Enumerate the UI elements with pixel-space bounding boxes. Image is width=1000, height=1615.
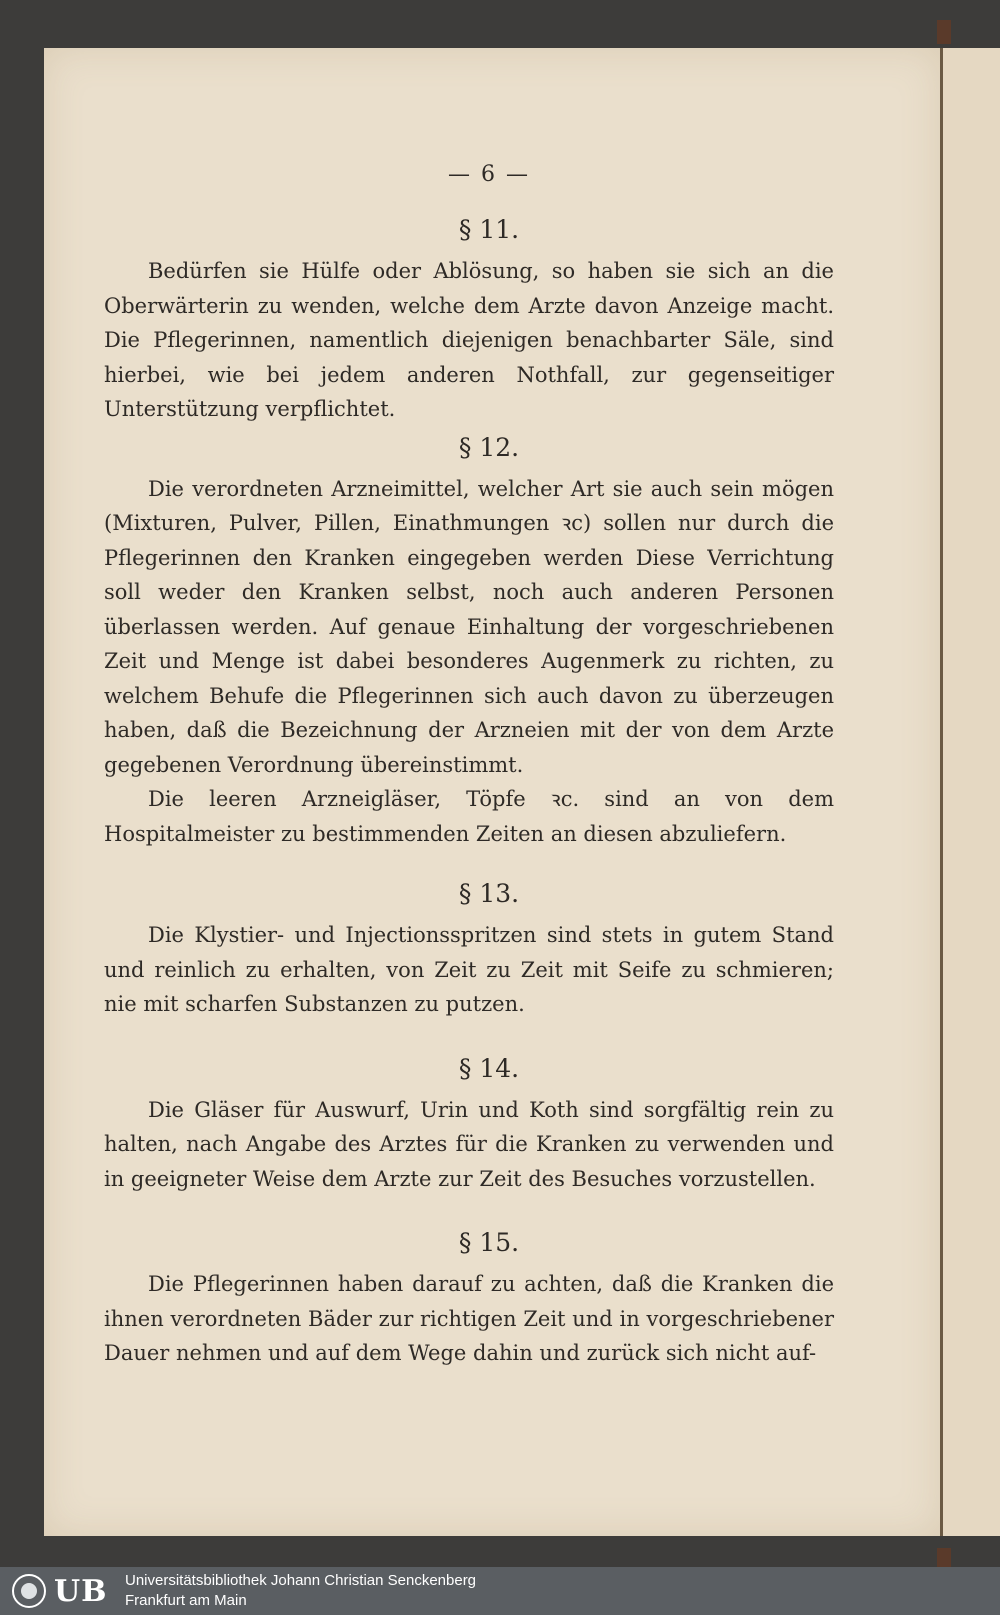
- binding-mark-top: [937, 20, 951, 44]
- library-name: [125, 1571, 476, 1611]
- section-heading-14: § 14.: [458, 1053, 520, 1083]
- section-11-paragraph: Bedürfen sie Hülfe oder Ablösung, so haben sie sich an die Oberwärterin zu wenden, welche dem Arzte davon Anzeige macht. Die Pflegerinnen, namentlich diejenigen benachbarter Säle, sind hierbei, wie bei jedem anderen Nothfall, zur gegenseitiger Unterstützung verpflichtet.: [104, 259, 834, 421]
- section-14-paragraph: Die Gläser für Auswurf, Urin und Koth sind sorgfältig rein zu halten, nach Angabe des Arztes für die Kranken zu verwenden und in geeigneter Weise dem Arzte zur Zeit des Besuches vorzustellen.: [104, 1097, 834, 1191]
- section-heading-11: § 11.: [458, 215, 520, 244]
- section-15-paragraph: Die Pflegerinnen haben darauf zu achten, daß die Kranken die ihnen verordneten Bäder zur richtigen Zeit und in vorgeschriebener Dauer nehmen und auf dem Wege dahin und zurück sich nicht auf-: [104, 1272, 834, 1365]
- library-footer-bar: [0, 1567, 1000, 1615]
- library-name-line-1: Universitätsbibliothek Johann Christian Senckenberg: [125, 1572, 477, 1589]
- page-text: [104, 150, 834, 1371]
- section-13-paragraph: Die Klystier- und Injectionsspritzen sind stets in gutem Stand und reinlich zu erhalten, von Zeit zu Zeit mit Seife zu schmieren; nie mit scharfen Substanzen zu putzen.: [104, 923, 834, 1016]
- ub-logo-text: UB: [54, 1573, 108, 1609]
- section-heading-13: § 13.: [458, 879, 520, 908]
- page-number: — 6 —: [448, 162, 530, 187]
- seal-icon: [12, 1574, 46, 1608]
- library-name-line-2: Frankfurt am Main: [125, 1592, 247, 1609]
- ub-logo[interactable]: [12, 1573, 112, 1609]
- section-12-paragraph-1: Die verordneten Arzneimittel, welcher Art sie auch sein mögen (Mixturen, Pulver, Pillen, Einathmungen ꝛc) sollen nur durch die Pflegerinnen den Kranken eingegeben werden Diese Verrichtung soll weder den Kranken selbst, noch auch anderen Personen überlassen werden. Auf genaue Einhaltung der vorgeschriebenen Zeit und Menge ist dabei besonderes Augenmerk zu richten, zu welchem Behufe die Pflegerinnen sich auch davon zu überzeugen haben, daß die Bezeichnung der Arzneien mit der von dem Arzte gegebenen Verordnung übereinstimmt.: [104, 476, 834, 777]
- section-heading-12: § 12.: [458, 432, 520, 462]
- section-heading-15: § 15.: [458, 1228, 520, 1257]
- binding-mark-bottom: [937, 1548, 951, 1568]
- facing-page-edge: [940, 48, 1000, 1536]
- section-12-paragraph-2: Die leeren Arzneigläser, Töpfe ꝛc. sind an von dem Hospitalmeister zu bestimmenden Zeiten an diesen abzuliefern.: [104, 787, 834, 846]
